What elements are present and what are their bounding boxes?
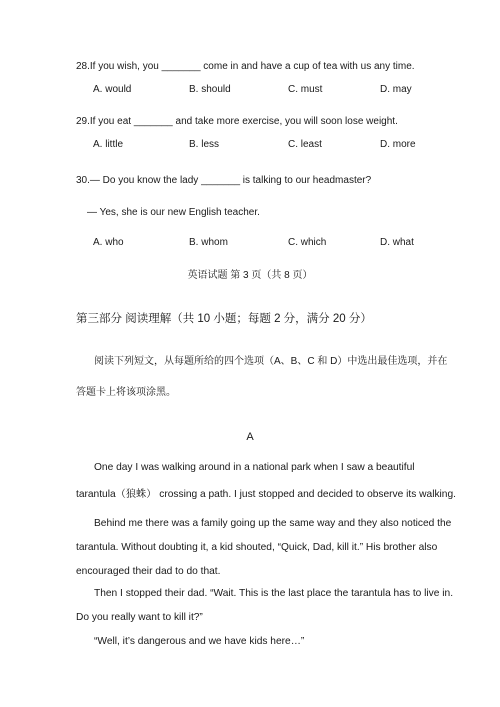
option-c: C. least xyxy=(288,139,322,150)
section-title: 第三部分 阅读理解（共 10 小题；每题 2 分，满分 20 分） xyxy=(76,313,372,325)
option-d: D. may xyxy=(380,84,412,95)
question-30: 30.— Do you know the lady _______ is talking to our headmaster? xyxy=(76,175,372,186)
passage-line: Do you really want to kill it?” xyxy=(76,612,203,623)
passage-label: A xyxy=(246,431,254,443)
option-a: A. little xyxy=(93,139,124,150)
passage-line: Then I stopped their dad. “Wait. This is the last place the tarantula has to live in. xyxy=(94,588,454,599)
passage-line: Behind me there was a family going up the same way and they also noticed the xyxy=(94,518,452,529)
option-b: B. less xyxy=(189,139,220,150)
option-a: A. would xyxy=(93,84,132,95)
option-b: B. should xyxy=(189,84,231,95)
question-29: 29.If you eat _______ and take more exercise, you will soon lose weight. xyxy=(76,116,398,127)
question-28: 28.If you wish, you _______ come in and have a cup of tea with us any time. xyxy=(76,61,415,72)
option-d: D. what xyxy=(380,237,414,248)
instruction-line-1: 阅读下列短文，从每题所给的四个选项（A、B、C 和 D）中选出最佳选项，并在 xyxy=(94,356,448,367)
option-c: C. which xyxy=(288,237,327,248)
instruction-line-2: 答题卡上将该项涂黑。 xyxy=(76,387,176,398)
option-b: B. whom xyxy=(189,237,228,248)
page-footer: 英语试题 第 3 页（共 8 页） xyxy=(187,270,313,281)
passage-line: One day I was walking around in a national park when I saw a beautiful xyxy=(94,462,415,473)
passage-line: “Well, it’s dangerous and we have kids here…” xyxy=(94,636,305,647)
passage-line: tarantula（狼蛛） crossing a path. I just stopped and decided to observe its walking. xyxy=(76,489,456,500)
option-c: C. must xyxy=(288,84,323,95)
option-a: A. who xyxy=(93,237,124,248)
passage-line: tarantula. Without doubting it, a kid shouted, “Quick, Dad, kill it.” His brother also xyxy=(76,542,438,553)
question-30-reply: — Yes, she is our new English teacher. xyxy=(87,207,260,218)
option-d: D. more xyxy=(380,139,416,150)
passage-line: encouraged their dad to do that. xyxy=(76,566,221,577)
